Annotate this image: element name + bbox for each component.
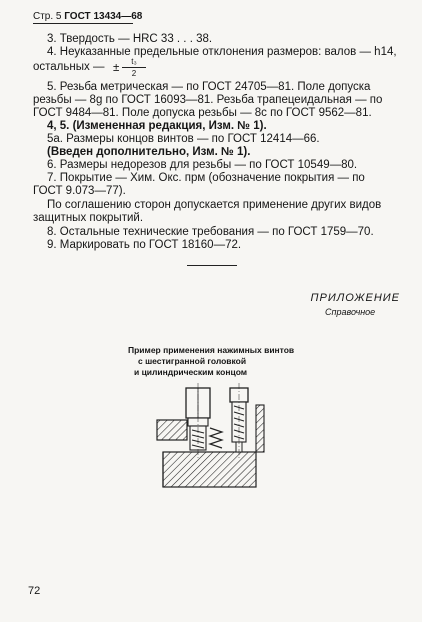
- standard-id: ГОСТ 13434—68: [64, 11, 143, 22]
- item-7-line2: ГОСТ 9.073—77).: [33, 185, 126, 197]
- appendix-title: ПРИЛОЖЕНИЕ: [310, 292, 400, 304]
- spring: [210, 428, 222, 448]
- appendix-subtitle: Справочное: [325, 307, 376, 317]
- item-3: 3. Твердость — HRC 33 . . . 38.: [47, 33, 213, 45]
- figure-caption-line3: и цилиндрическим концом: [134, 367, 248, 377]
- side-block: [256, 405, 264, 452]
- item-6: 6. Размеры недорезов для резьбы — по ГОСТ 10549—80.: [47, 159, 358, 171]
- item-4: 4. Неуказанные предельные отклонения размеров: валов — h14,: [47, 46, 397, 58]
- item-4-cont: остальных —: [33, 61, 105, 73]
- item-8: 8. Остальные технические требования — по ГОСТ 1759—70.: [47, 226, 374, 238]
- page-number: 72: [28, 585, 41, 597]
- figure-caption-line2: с шестигранной головкой: [138, 356, 247, 366]
- item-5a: 5а. Размеры концов винтов — по ГОСТ 12414—66.: [47, 133, 320, 145]
- figure-caption-line1: Пример применения нажимных винтов: [128, 345, 295, 355]
- item-4-denominator: 2: [131, 69, 137, 78]
- item-5-line1: 5. Резьба метрическая — по ГОСТ 24705—81. Поле допуска: [47, 81, 371, 93]
- change-note-text: 4, 5. (Измененная редакция, Изм. № 1).: [47, 120, 267, 132]
- clamp-section: [157, 420, 187, 440]
- item-9: 9. Маркировать по ГОСТ 18160—72.: [47, 239, 242, 251]
- item-5-line3: ГОСТ 9484—81. Поле допуска резьбы — 8с по ГОСТ 9562—81.: [33, 107, 372, 119]
- page-label: Стр. 5: [33, 11, 62, 22]
- item-4-pm: ±: [113, 62, 120, 74]
- base-section: [163, 452, 256, 487]
- agreement-line2: защитных покрытий.: [33, 212, 144, 224]
- item-5-line2: резьбы — 8g по ГОСТ 16093—81. Резьба трапецеидальная — по: [33, 94, 383, 106]
- agreement-line1: По соглашению сторон допускается применение других видов: [47, 199, 382, 211]
- item-7-line1: 7. Покрытие — Хим. Окс. прм (обозначение покрытия — по: [47, 172, 365, 184]
- item-4-numerator: t₃: [131, 57, 137, 66]
- item-5a-note: (Введен дополнительно, Изм. № 1).: [47, 146, 251, 158]
